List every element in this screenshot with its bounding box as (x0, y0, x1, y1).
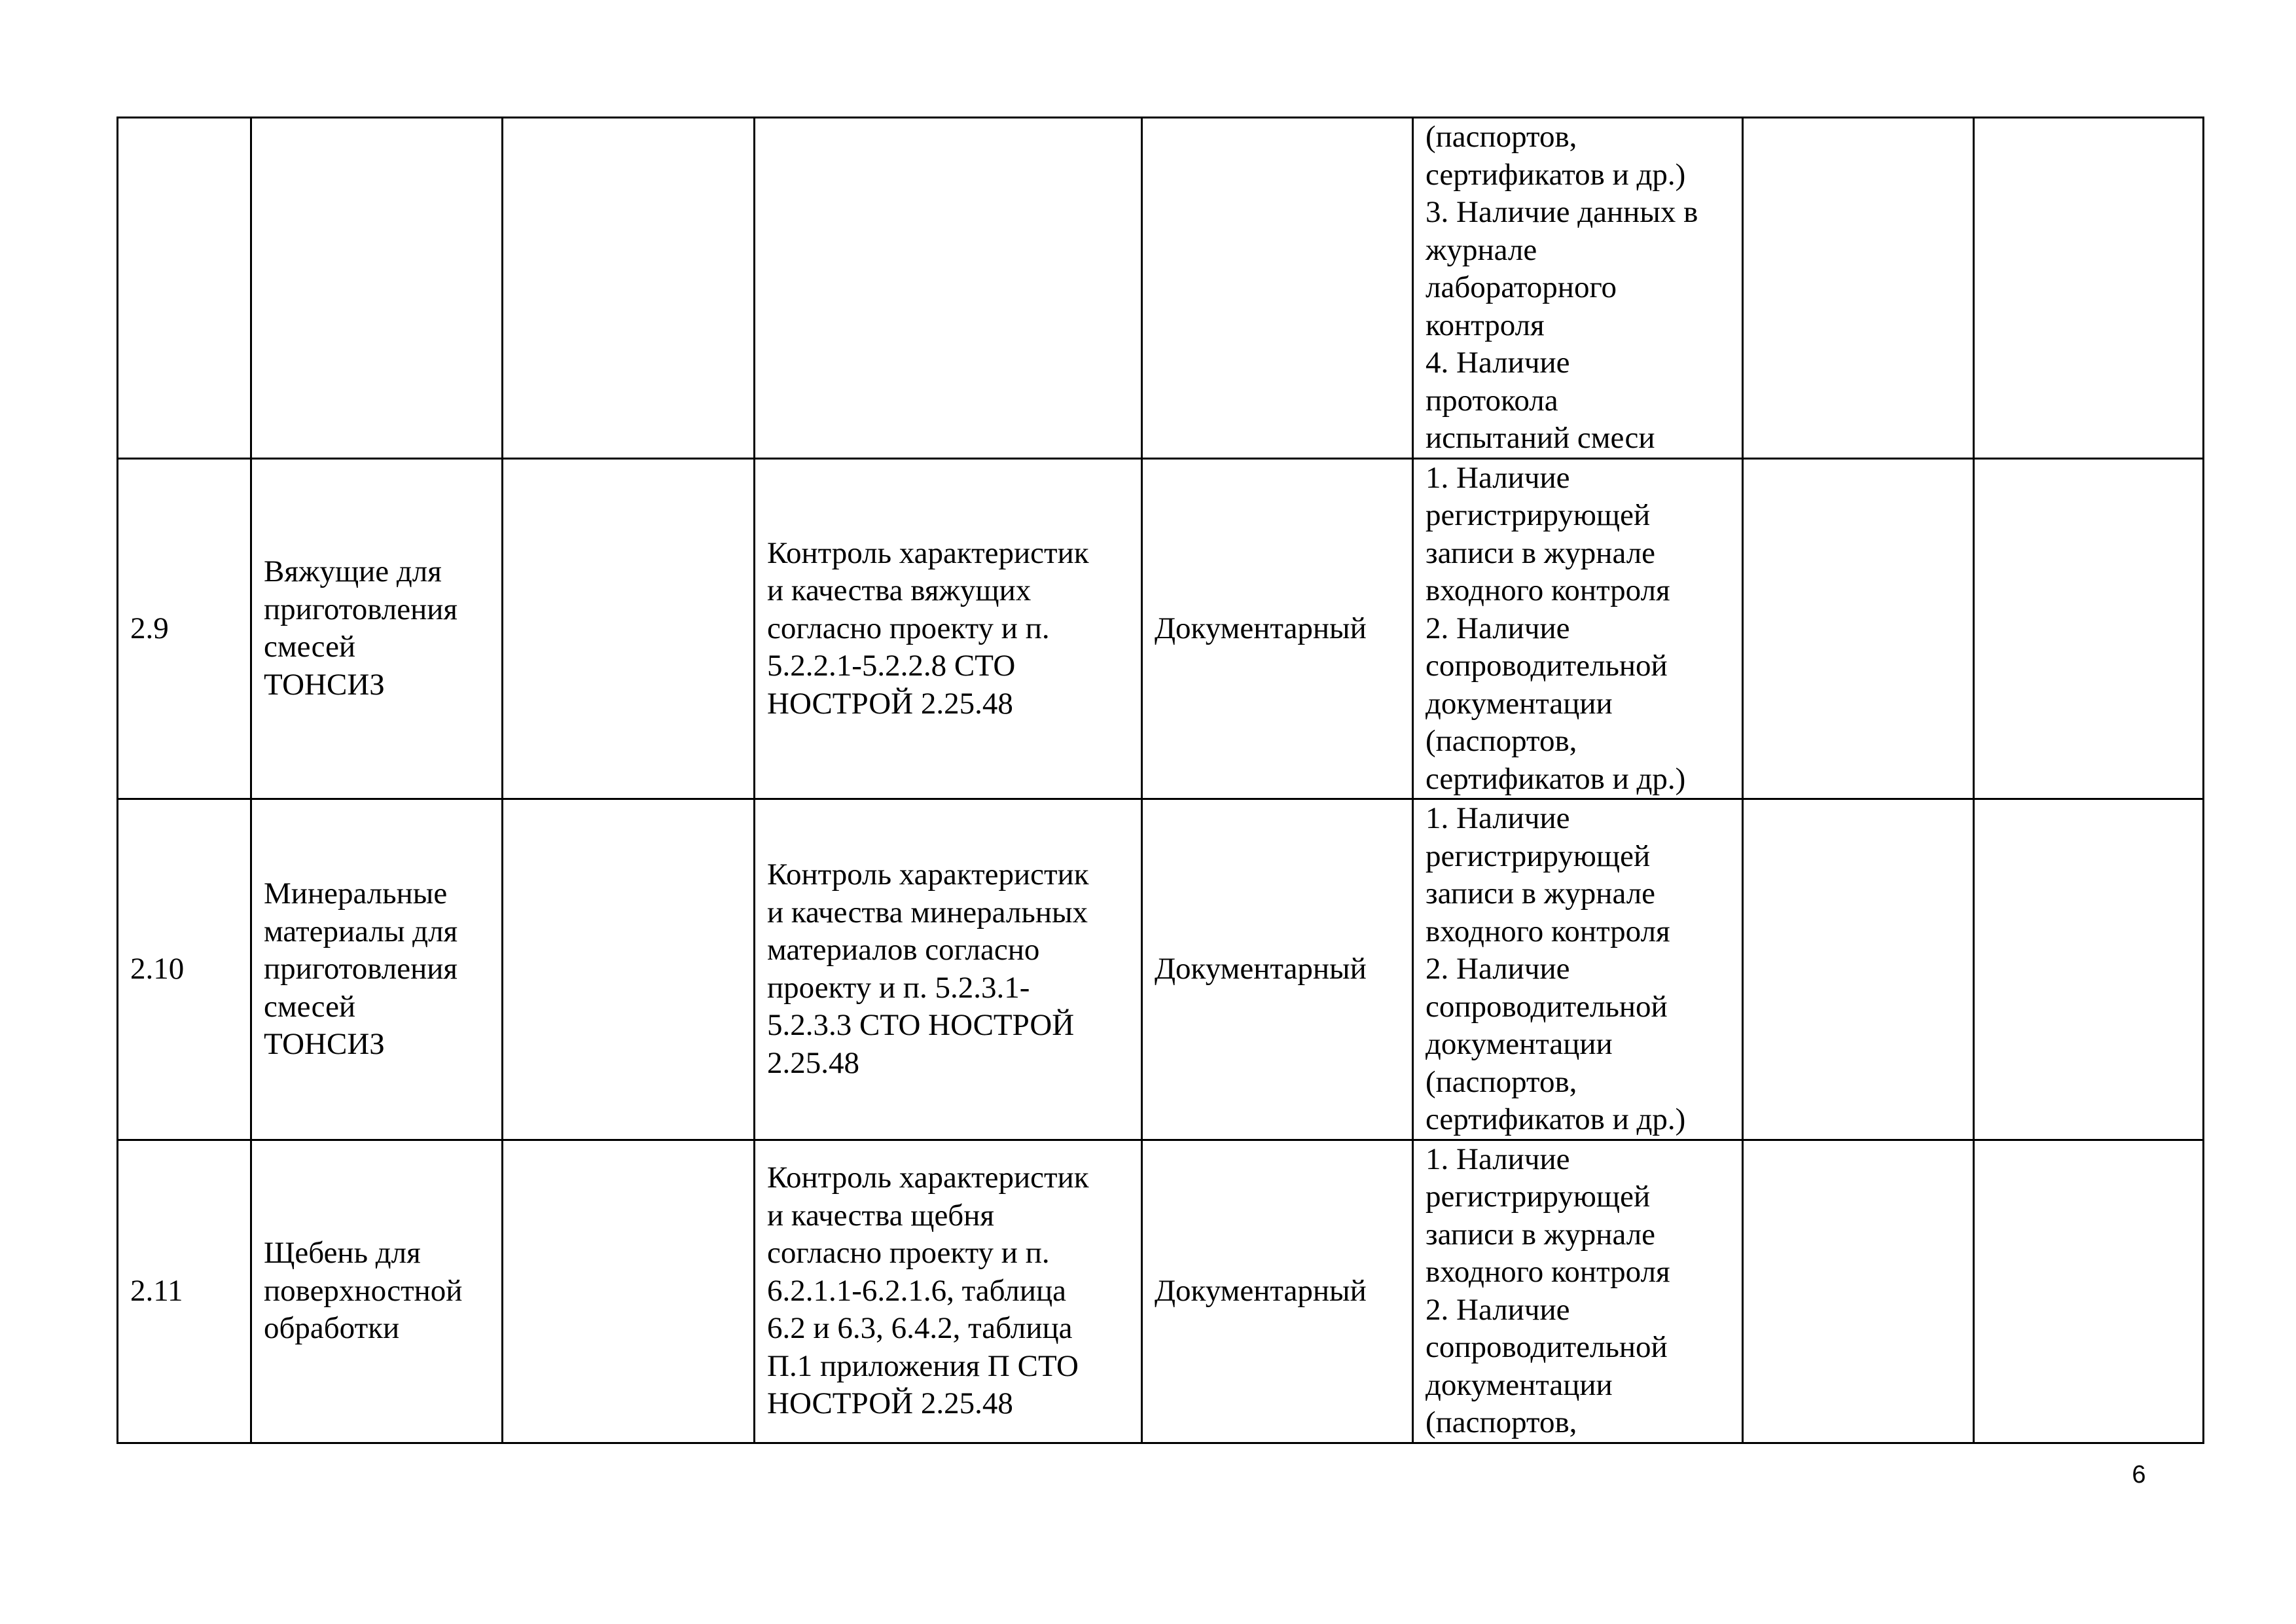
cell-method: Документарный (1142, 1140, 1413, 1443)
cell-evidence: 1. Наличие регистрирующей записи в журнале входного контроля 2. Наличие сопроводительной документации (паспортов, сертификатов и др.) (1413, 458, 1743, 799)
cell-evidence: (паспортов, сертификатов и др.) 3. Наличие данных в журнале лабораторного контроля 4. Наличие протокола испытаний смеси (1413, 118, 1743, 459)
cell-name: Вяжущие для приготовления смесей ТОНСИЗ (251, 458, 503, 799)
cell-empty (1743, 799, 1974, 1140)
cell-empty (1743, 118, 1974, 459)
cell-name (251, 118, 503, 459)
cell-name: Щебень для поверхностной обработки (251, 1140, 503, 1443)
cell-evidence: 1. Наличие регистрирующей записи в журнале входного контроля 2. Наличие сопроводительной документации (паспортов, сертификатов и др.) (1413, 799, 1743, 1140)
cell-empty (503, 458, 755, 799)
cell-empty (503, 1140, 755, 1443)
cell-empty (1974, 1140, 2204, 1443)
cell-control (755, 118, 1142, 459)
cell-number: 2.9 (118, 458, 251, 799)
cell-empty (503, 799, 755, 1140)
cell-empty (1743, 458, 1974, 799)
cell-evidence: 1. Наличие регистрирующей записи в журнале входного контроля 2. Наличие сопроводительной документации (паспортов, (1413, 1140, 1743, 1443)
cell-method: Документарный (1142, 799, 1413, 1140)
table-row (118, 458, 2204, 799)
cell-method (1142, 118, 1413, 459)
cell-method: Документарный (1142, 458, 1413, 799)
cell-empty (1974, 458, 2204, 799)
cell-number: 2.10 (118, 799, 251, 1140)
table-row (118, 118, 2204, 459)
cell-name: Минеральные материалы для приготовления смесей ТОНСИЗ (251, 799, 503, 1140)
cell-empty (1974, 118, 2204, 459)
cell-control: Контроль характеристик и качества вяжущих согласно проекту и п. 5.2.2.1-5.2.2.8 СТО НОСТРОЙ 2.25.48 (755, 458, 1142, 799)
cell-empty (503, 118, 755, 459)
cell-empty (1743, 1140, 1974, 1443)
table-row (118, 799, 2204, 1140)
control-table (117, 117, 2204, 1444)
cell-number (118, 118, 251, 459)
page-number: 6 (2132, 1461, 2146, 1489)
cell-control: Контроль характеристик и качества щебня согласно проекту и п. 6.2.1.1-6.2.1.6, таблица 6.2 и 6.3, 6.4.2, таблица П.1 приложения П СТО НОСТРОЙ 2.25.48 (755, 1140, 1142, 1443)
cell-empty (1974, 799, 2204, 1140)
cell-number: 2.11 (118, 1140, 251, 1443)
cell-control: Контроль характеристик и качества минеральных материалов согласно проекту и п. 5.2.3.1- 5.2.3.3 СТО НОСТРОЙ 2.25.48 (755, 799, 1142, 1140)
table-row (118, 1140, 2204, 1443)
